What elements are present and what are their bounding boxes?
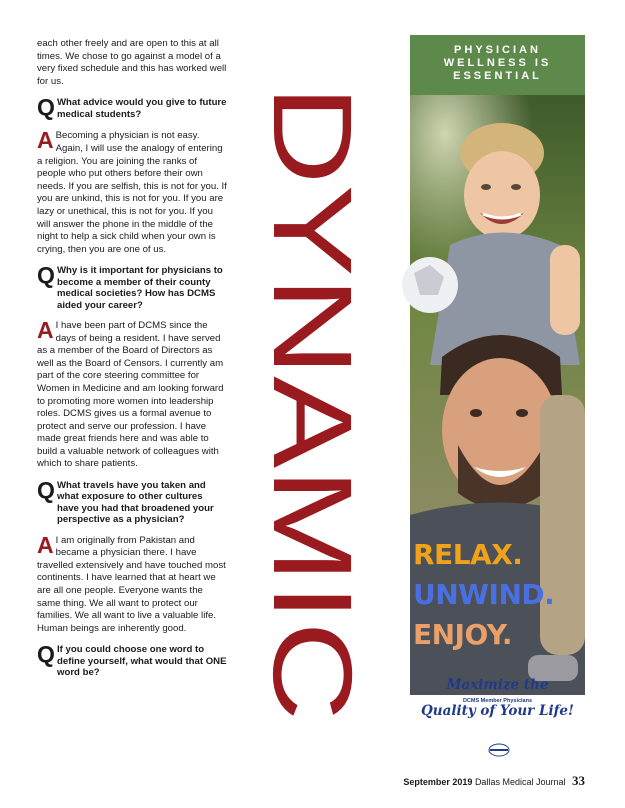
a-initial: A (37, 127, 54, 154)
ad-banner (410, 35, 585, 95)
question (37, 477, 227, 526)
q-initial: Q (37, 477, 55, 504)
question (37, 262, 227, 311)
qa-block-advice (37, 94, 227, 256)
journal-name: Dallas Medical Journal (474, 777, 566, 787)
question-text: What advice would you give to future medical students? (57, 97, 227, 120)
qa-block-one-word (37, 641, 227, 679)
enjoy-text: ENJOY. (413, 618, 513, 651)
article-column (37, 38, 227, 688)
banner-line: WELLNESS IS (443, 57, 552, 69)
member-tag: DCMS Member Physicians (462, 698, 533, 704)
maximize-text: Maximize the (446, 677, 549, 693)
society-seal-icon (488, 743, 510, 757)
question-text: If you could choose one word to define yourself, what would that ONE word be? (57, 644, 227, 679)
question (37, 94, 227, 121)
vertical-title-text: DYNAMIC (250, 85, 375, 602)
answer-text: Becoming a physician is not easy. Again, I will use the analogy of entering a religion. You are joining the ranks of people who put others before their own needs. If you are selfish, this is not for you. If you are unkind, this is not for you. If you are lazy or unethical, this is not for you. If you will answer the phone in the middle of the night to help a sick child when your own is crying, then you are one of us. (37, 130, 227, 255)
a-initial: A (37, 531, 54, 558)
unwind-text: UNWIND. (413, 578, 555, 611)
banner-line: PHYSICIAN (454, 44, 541, 56)
question (37, 641, 227, 679)
q-initial: Q (37, 94, 55, 121)
wellness-ad (410, 35, 585, 757)
answer (37, 316, 227, 471)
qa-block-travels (37, 477, 227, 635)
quality-text: Quality of Your Life! (421, 703, 574, 719)
a-initial: A (37, 316, 54, 343)
answer (37, 127, 227, 256)
page-footer (403, 773, 585, 789)
q-initial: Q (37, 262, 55, 289)
answer-text: I have been part of DCMS since the days of being a resident. I have served as a member of the Board of Directors as well as the Board of Censors. I currently am part of the core steering committee for Women in Medicine and am looking forward to promoting more women into leadership roles. DCMS gives us a formal avenue to protect and serve our profession. I have made great friends here and was able to build a valuable network of colleagues with which to share patients. (37, 319, 224, 470)
answer (37, 531, 227, 636)
vertical-title (248, 84, 375, 722)
answer-text: I am originally from Pakistan and became a physician there. I have travelled extensively and have touched most continents. I have learned that at heart we are all one people. Everyone wants the same thing. We all want to protect our families. We all want to live a valuable life. Human beings are inherently good. (37, 534, 226, 634)
question-text: Why is it important for physicians to become a member of their county medical societies? How has DCMS aided your career? (57, 265, 223, 311)
banner-line: ESSENTIAL (453, 70, 542, 82)
relax-text: RELAX. (413, 538, 523, 571)
issue-date: September 2019 (403, 777, 473, 787)
q-initial: Q (37, 641, 55, 668)
page-number: 33 (572, 773, 585, 788)
question-text: What travels have you taken and what exposure to other cultures have you had that broadened your perspective as a physician? (57, 480, 214, 526)
qa-block-dcms (37, 262, 227, 471)
intro-paragraph: each other freely and are open to this at all times. We chose to go against a model of a very fixed schedule and this has worked well for us. (37, 38, 227, 87)
